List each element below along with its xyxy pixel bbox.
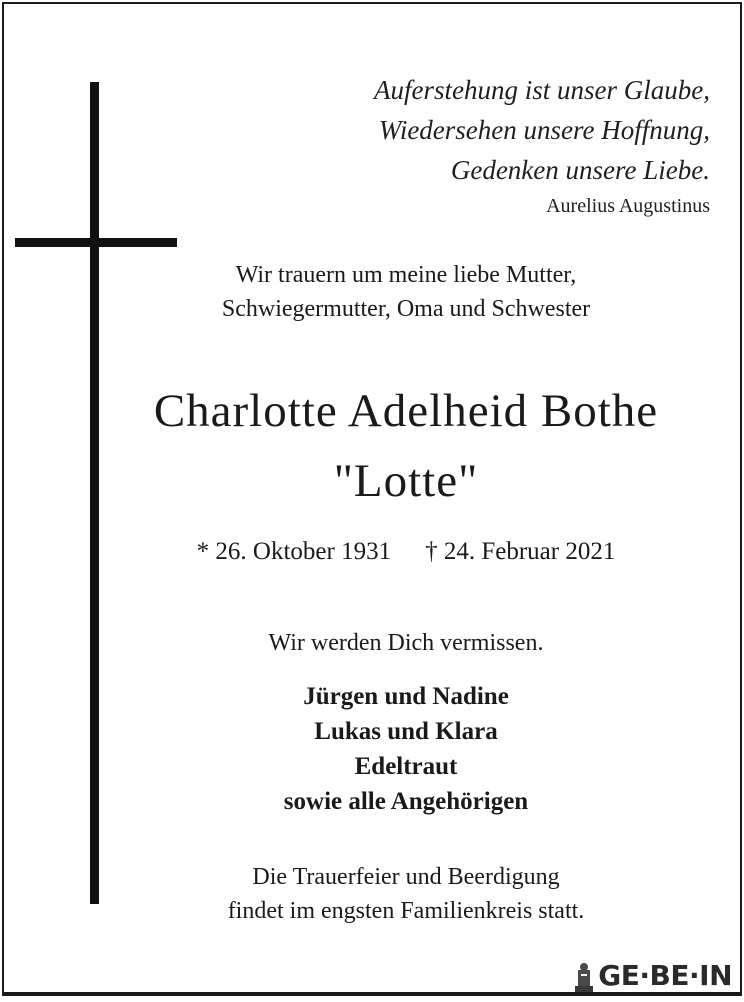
mourning-intro — [114, 258, 698, 326]
deceased-full-name: Charlotte Adelheid Bothe — [153, 385, 659, 437]
quote-line: Wiedersehen unsere Hoffnung, — [378, 115, 710, 145]
mourners-list — [114, 679, 698, 819]
farewell-line: Wir werden Dich vermissen. — [268, 630, 544, 656]
service-line: findet im engsten Familienkreis statt. — [227, 898, 585, 924]
cross-horizontal-bar — [15, 238, 177, 247]
mourner-name: Edeltraut — [354, 753, 458, 780]
service-line: Die Trauerfeier und Beerdigung — [252, 864, 560, 890]
memorial-quote — [374, 70, 710, 220]
service-notice — [114, 860, 698, 928]
mourner-name: Lukas und Klara — [314, 718, 498, 745]
obituary-notice — [2, 2, 742, 996]
cross-vertical-bar — [90, 82, 99, 904]
quote-line: Auferstehung ist unser Glaube, — [374, 75, 710, 105]
mourner-name: Jürgen und Nadine — [303, 683, 509, 710]
life-dates — [114, 534, 698, 570]
death-date: † 24. Februar 2021 — [425, 538, 616, 565]
publisher-logo — [573, 958, 732, 992]
birth-date: * 26. Oktober 1931 — [196, 538, 392, 565]
quote-author: Aurelius Augustinus — [546, 195, 710, 217]
deceased-nickname: "Lotte" — [333, 455, 479, 507]
intro-line: Schwiegermutter, Oma und Schwester — [221, 296, 591, 322]
logo-text: GE·BE·IN — [598, 959, 732, 992]
mourner-name: sowie alle Angehörigen — [283, 788, 529, 815]
quote-line: Gedenken unsere Liebe. — [450, 155, 710, 185]
deceased-name-block — [114, 376, 698, 516]
statue-icon — [573, 962, 595, 992]
intro-line: Wir trauern um meine liebe Mutter, — [235, 262, 577, 288]
